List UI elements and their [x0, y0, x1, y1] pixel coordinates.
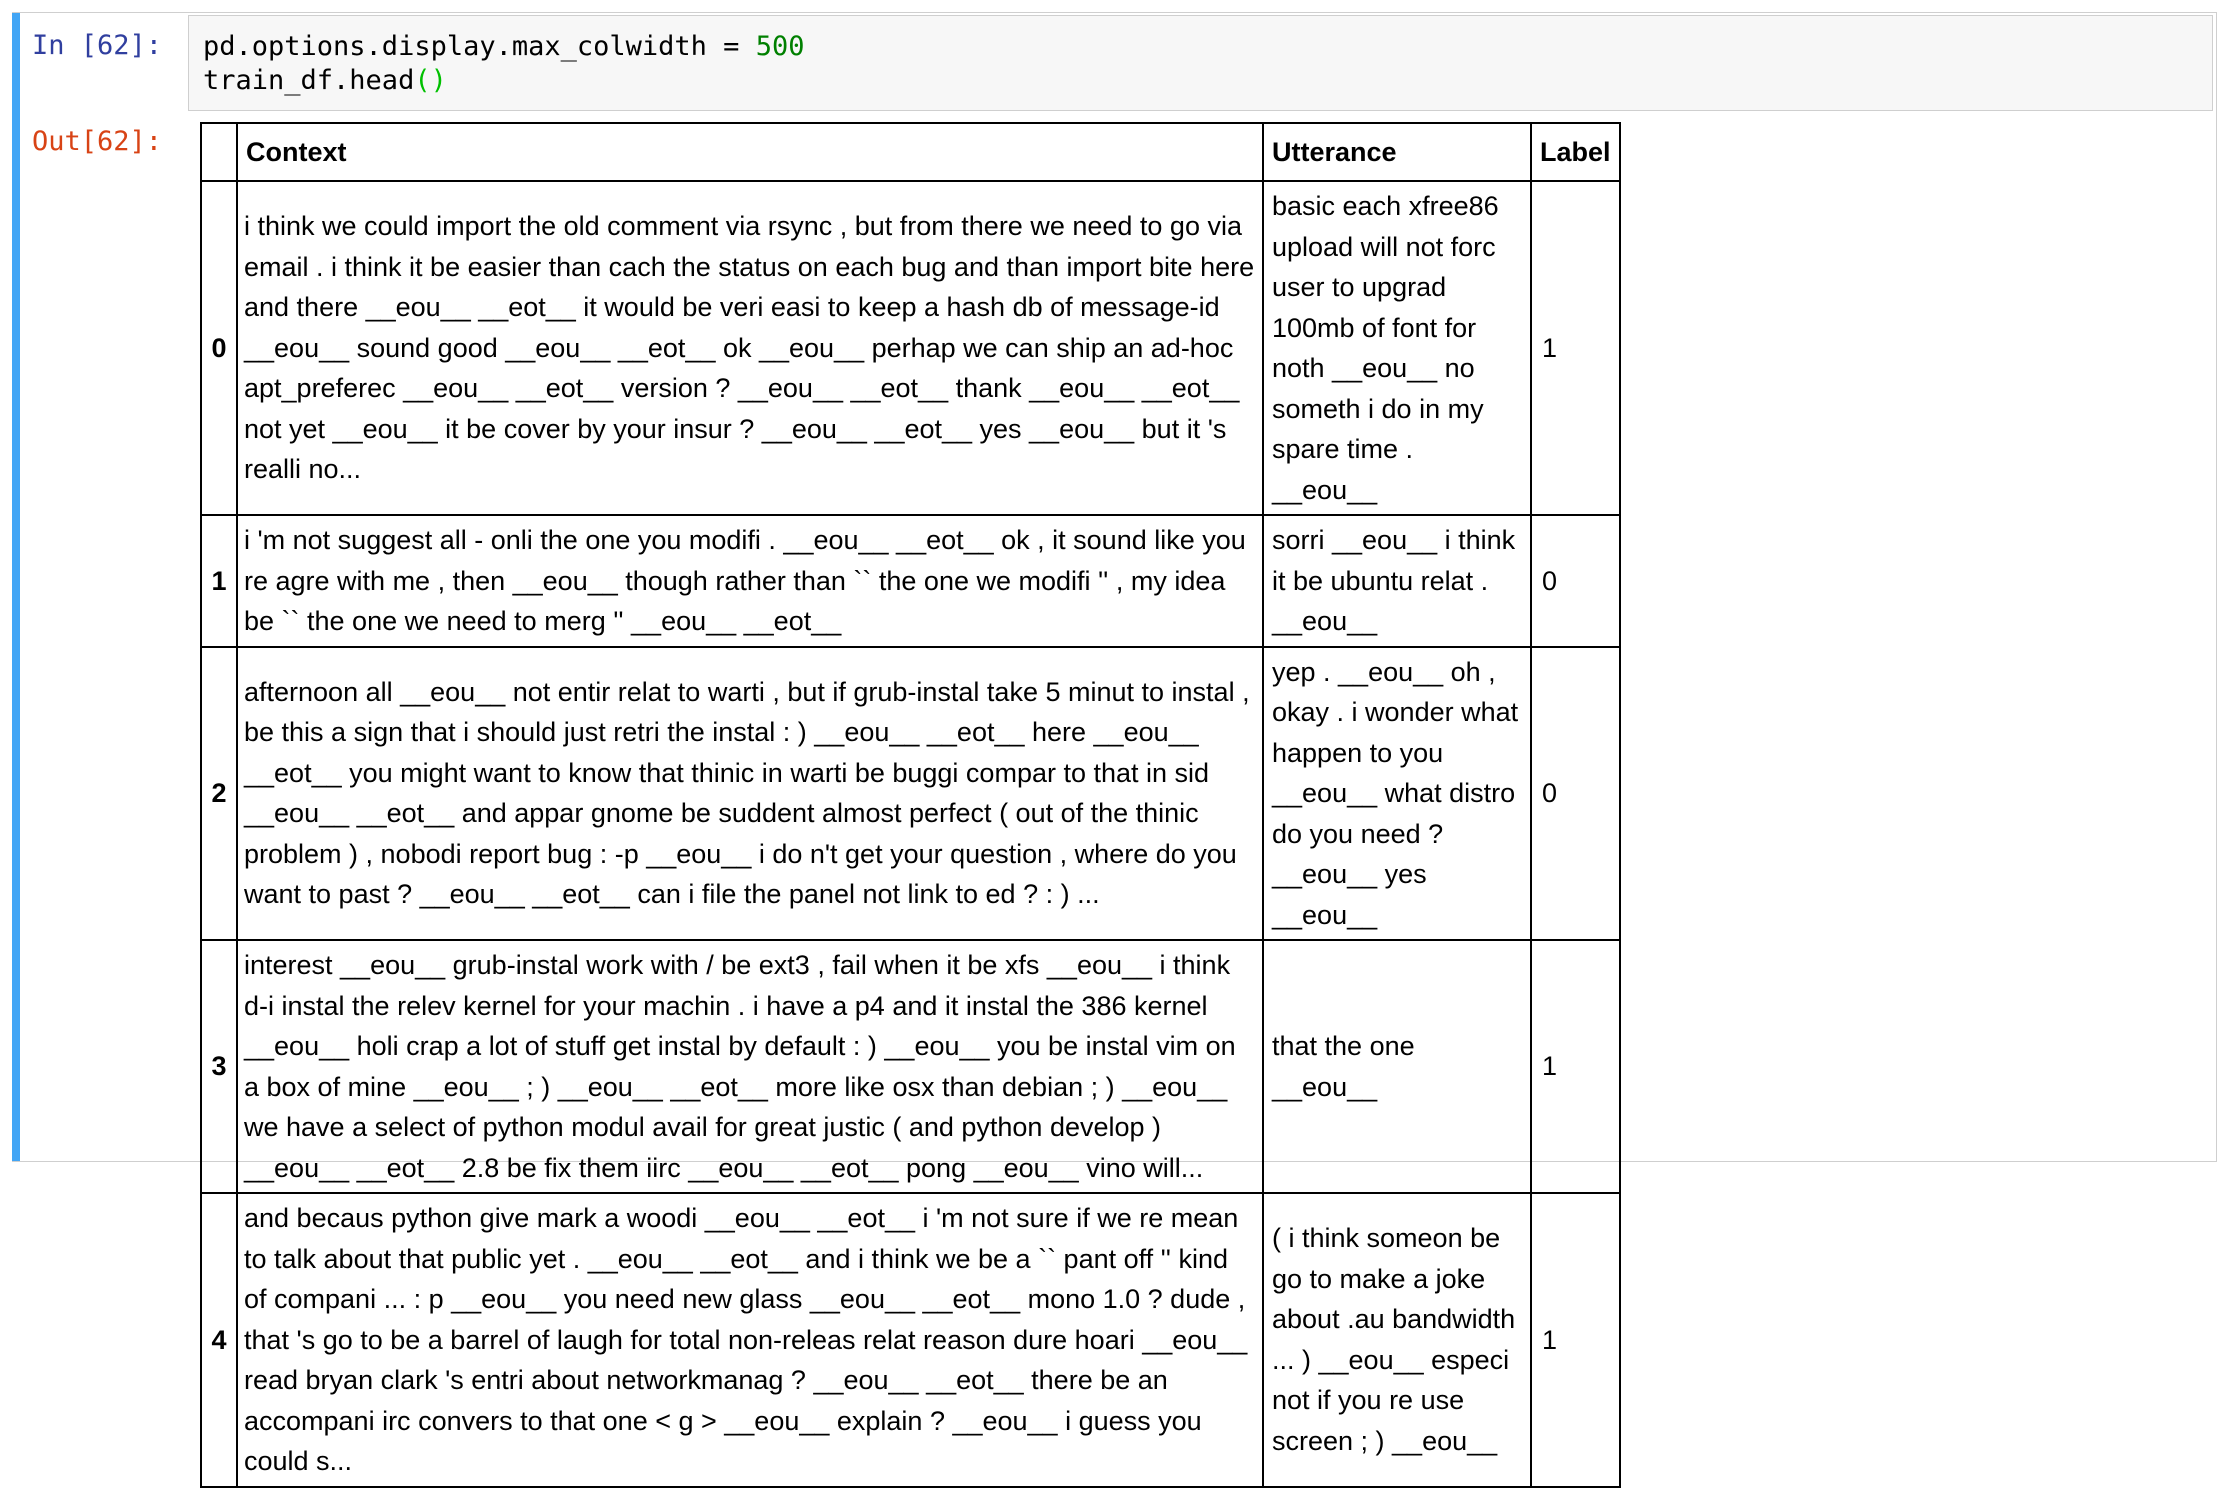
index-column-header — [201, 123, 237, 181]
context-cell: i 'm not suggest all - onli the one you modifi . __eou__ __eot__ ok , it sound like you re agre with me , then __eou__ though rather than `` the one we modifi '' , my idea be `` the one we need to merg '' __eou__ __eot__ — [237, 515, 1263, 647]
row-index: 3 — [201, 940, 237, 1193]
code-line-1-text: pd.options.display.max_colwidth = — [203, 31, 756, 62]
row-index: 2 — [201, 647, 237, 941]
context-cell: i think we could import the old comment via rsync , but from there we need to go via email . i think it be easier than cach the status on each bug and than import bite here and there __eou__ __eot__ it would be veri easi to keep a hash db of message-id __eou__ sound good __eou__ __eot__ ok __eou__ perhap we can ship an ad-hoc apt_preferec __eou__ __eot__ version ? __eou__ __eot__ thank __eou__ __eot__ not yet __eou__ it be cover by your insur ? __eou__ __eot__ yes __eou__ but it 's realli no... — [237, 181, 1263, 515]
context-cell: and becaus python give mark a woodi __eou__ __eot__ i 'm not sure if we re mean to talk about that public yet . __eou__ __eot__ and i think we be a `` pant off '' kind of compani ... : p __eou__ you need new glass __eou__ __eot__ mono 1.0 ? dude , that 's go to be a barrel of laugh for total non-releas relat reason dure hoari __eou__ read bryan clark 's entri about networkmanag ? __eou__ __eot__ there be an accompani irc convers to that one < g > __eou__ explain ? __eou__ i guess you could s... — [237, 1193, 1263, 1487]
context-cell: interest __eou__ grub-instal work with / be ext3 , fail when it be xfs __eou__ i think d-i instal the relev kernel for your machin . i have a p4 and it instal the 386 kernel __eou__ holi crap a lot of stuff get instal by default : ) __eou__ you be instal vim on a box of mine __eou__ ; ) __eou__ __eot__ more like osx than debian ; ) __eou__ we have a select of python modul avail for great justic ( and python develop ) __eou__ __eot__ 2.8 be fix them iirc __eou__ __eot__ pong __eou__ vino will... — [237, 940, 1263, 1193]
column-header-utterance: Utterance — [1263, 123, 1531, 181]
table-row — [201, 515, 1620, 647]
code-line-2-text: train_df.head — [203, 65, 415, 96]
label-cell: 1 — [1531, 1193, 1620, 1487]
cell-selection-bar — [12, 13, 20, 1161]
label-cell: 0 — [1531, 647, 1620, 941]
column-header-label: Label — [1531, 123, 1620, 181]
label-cell: 0 — [1531, 515, 1620, 647]
utterance-cell: that the one __eou__ — [1263, 940, 1531, 1193]
table-row — [201, 1193, 1620, 1487]
utterance-cell: basic each xfree86 upload will not forc user to upgrad 100mb of font for noth __eou__ no someth i do in my spare time . __eou__ — [1263, 181, 1531, 515]
table-row — [201, 940, 1620, 1193]
code-number-literal: 500 — [755, 31, 805, 62]
utterance-cell: sorri __eou__ i think it be ubuntu relat . __eou__ — [1263, 515, 1531, 647]
table-row — [201, 181, 1620, 515]
code-parentheses: () — [414, 65, 447, 96]
utterance-cell: yep . __eou__ oh , okay . i wonder what happen to you __eou__ what distro do you need ? __eou__ yes __eou__ — [1263, 647, 1531, 941]
row-index: 1 — [201, 515, 237, 647]
dataframe-output-table — [200, 122, 1621, 1488]
output-prompt: Out[62]: — [32, 126, 163, 157]
row-index: 0 — [201, 181, 237, 515]
label-cell: 1 — [1531, 181, 1620, 515]
label-cell: 1 — [1531, 940, 1620, 1193]
table-header-row — [201, 123, 1620, 181]
utterance-cell: ( i think someon be go to make a joke about .au bandwidth ... ) __eou__ especi not if you re use screen ; ) __eou__ — [1263, 1193, 1531, 1487]
column-header-context: Context — [237, 123, 1263, 181]
table-row — [201, 647, 1620, 941]
code-editor[interactable] — [188, 15, 2213, 111]
row-index: 4 — [201, 1193, 237, 1487]
input-prompt: In [62]: — [32, 30, 163, 61]
context-cell: afternoon all __eou__ not entir relat to warti , but if grub-instal take 5 minut to instal , be this a sign that i should just retri the instal : ) __eou__ __eot__ here __eou__ __eot__ you might want to know that thinic in warti be buggi compar to that in sid __eou__ __eot__ and appar gnome be suddent almost perfect ( out of the thinic problem ) , nobodi report bug : -p __eou__ i do n't get your question , where do you want to past ? __eou__ __eot__ can i file the panel not link to ed ? : ) ... — [237, 647, 1263, 941]
